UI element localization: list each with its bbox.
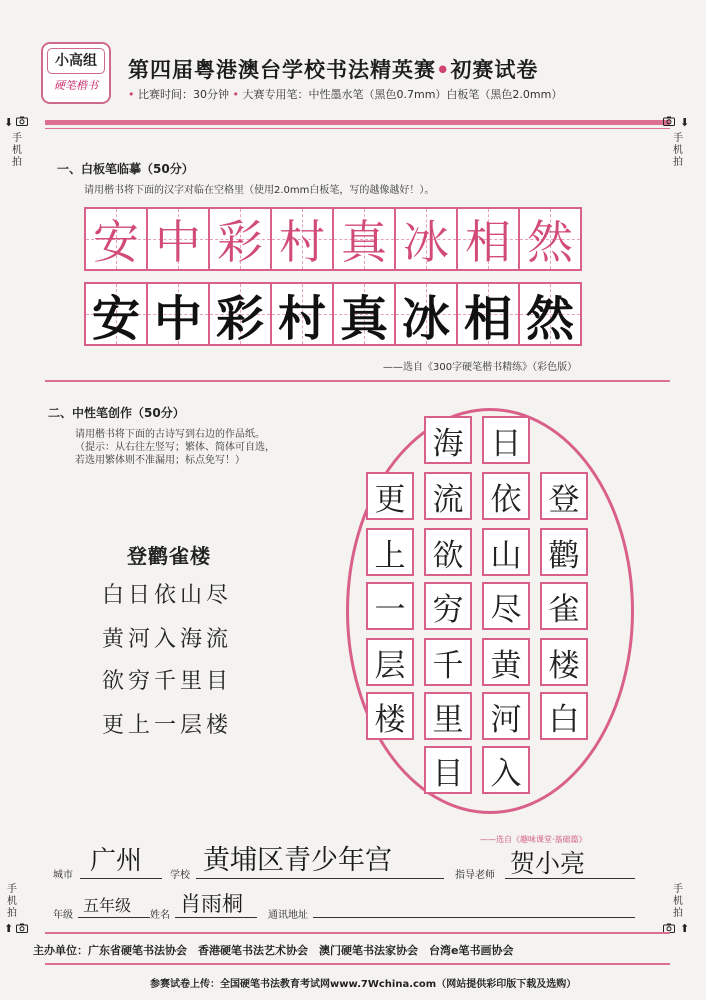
practice-char: 村 — [277, 290, 326, 347]
work-cell[interactable] — [424, 416, 472, 464]
upload-note: 参赛试卷上传：全国硬笔书法教育考试网www.7Wchina.com（网站提供彩印版下载及选购） — [150, 979, 577, 990]
bullet-1: • — [128, 88, 135, 101]
work-char: 登 — [548, 481, 580, 518]
work-char: 千 — [432, 647, 464, 684]
poem-title: 登鹳雀楼 — [127, 544, 211, 568]
work-cell[interactable] — [424, 692, 472, 740]
practice-char: 真 — [339, 290, 388, 347]
practice-char: 安 — [91, 290, 140, 347]
name-label: 姓名 — [150, 910, 170, 921]
section1-source: ——选自《300字硬笔楷书精练》（彩色版） — [383, 362, 578, 373]
work-cell[interactable] — [540, 582, 588, 630]
work-cell[interactable] — [366, 472, 414, 520]
model-char: 然 — [527, 215, 573, 269]
city-label: 城市 — [53, 870, 73, 881]
arrow-down-icon: ⬇ — [4, 116, 14, 129]
city-value: 广州 — [90, 846, 143, 876]
footer-divider — [45, 932, 670, 934]
footer-divider-2 — [45, 963, 670, 965]
work-cell[interactable] — [366, 528, 414, 576]
work-char: 鹳 — [548, 537, 580, 574]
practice-cell[interactable] — [332, 282, 396, 346]
work-char: 楼 — [548, 647, 580, 684]
model-cell — [332, 207, 396, 271]
practice-cell[interactable] — [270, 282, 334, 346]
camera-icon — [16, 116, 28, 129]
poem-line: 白日依山尽 — [102, 583, 233, 608]
group-badge-title: 小高组 — [47, 48, 105, 74]
work-char: 穷 — [432, 591, 464, 628]
section2-instruction-2: （提示：从右往左竖写；繁体、简体可自选， — [75, 442, 275, 453]
arrow-down-icon: ⬇ — [680, 116, 690, 129]
exam-title-main: 第四届粤港澳台学校书法精英赛 — [128, 58, 436, 82]
work-cell[interactable] — [540, 638, 588, 686]
phone-photo-label-left-top: 手机拍 — [12, 133, 22, 168]
section2-source: ——选自《趣味课堂·基础篇》 — [480, 835, 587, 844]
work-cell[interactable] — [424, 472, 472, 520]
work-cell[interactable] — [540, 528, 588, 576]
work-char: 尽 — [490, 591, 522, 628]
work-cell[interactable] — [482, 692, 530, 740]
work-char: 更 — [374, 481, 406, 518]
school-underline[interactable] — [196, 878, 444, 879]
work-char: 依 — [490, 481, 522, 518]
work-cell[interactable] — [424, 528, 472, 576]
section2-instruction-3: 若选用繁体则不准漏用；标点免写！） — [75, 455, 245, 466]
section1-instruction: 请用楷书将下面的汉字对临在空格里（使用2.0mm白板笔，写的越像越好！）。 — [84, 185, 435, 196]
practice-cell[interactable] — [208, 282, 272, 346]
work-char: 黄 — [490, 647, 522, 684]
grade-label: 年级 — [53, 910, 73, 921]
practice-char: 相 — [463, 290, 512, 347]
work-cell[interactable] — [482, 638, 530, 686]
poem-line: 欲穷千里目 — [102, 669, 233, 694]
work-cell[interactable] — [366, 582, 414, 630]
work-cell[interactable] — [540, 472, 588, 520]
exam-info — [128, 86, 562, 102]
model-char: 村 — [279, 215, 325, 269]
work-cell[interactable] — [366, 638, 414, 686]
practice-cell[interactable] — [394, 282, 458, 346]
phone-photo-label-right-top: 手机拍 — [673, 133, 683, 168]
address-underline[interactable] — [313, 917, 635, 918]
model-cell — [146, 207, 210, 271]
teacher-label: 指导老师 — [455, 870, 495, 881]
camera-icon — [16, 923, 28, 936]
work-char: 欲 — [432, 537, 464, 574]
model-char: 冰 — [403, 215, 449, 269]
work-char: 层 — [374, 647, 406, 684]
model-cell — [84, 207, 148, 271]
work-char: 里 — [432, 701, 464, 738]
name-value: 肖雨桐 — [180, 892, 243, 916]
title-dot: • — [436, 58, 451, 82]
work-char: 雀 — [548, 591, 580, 628]
arrow-up-icon: ⬆ — [4, 922, 14, 935]
name-underline[interactable] — [175, 917, 257, 918]
camera-icon — [663, 923, 675, 936]
section2-title: 二、中性笔创作（50分） — [48, 406, 185, 420]
model-char: 中 — [155, 215, 201, 269]
phone-photo-label-left-bottom: 手机拍 — [7, 884, 17, 919]
work-cell[interactable] — [482, 582, 530, 630]
work-char: 海 — [432, 425, 464, 462]
practice-char: 冰 — [401, 290, 450, 347]
work-cell[interactable] — [482, 472, 530, 520]
model-cell — [518, 207, 582, 271]
practice-cell[interactable] — [146, 282, 210, 346]
work-cell[interactable] — [482, 416, 530, 464]
city-underline[interactable] — [80, 878, 162, 879]
work-cell[interactable] — [424, 582, 472, 630]
model-cell — [456, 207, 520, 271]
practice-cell[interactable] — [456, 282, 520, 346]
pens-label: 大赛专用笔：中性墨水笔（黑色0.7mm）白板笔（黑色2.0mm） — [242, 88, 563, 101]
header-divider-thin — [45, 128, 670, 129]
work-char: 流 — [432, 481, 464, 518]
model-char: 安 — [93, 215, 139, 269]
group-badge — [41, 42, 111, 104]
bullet-2: • — [232, 88, 239, 101]
school-value: 黄埔区青少年宫 — [203, 845, 392, 876]
arrow-up-icon: ⬆ — [680, 922, 690, 935]
work-char: 上 — [374, 537, 406, 574]
model-char: 相 — [465, 215, 511, 269]
practice-cell[interactable] — [518, 282, 582, 346]
school-label: 学校 — [170, 870, 190, 881]
model-char: 真 — [341, 215, 387, 269]
teacher-underline[interactable] — [505, 878, 635, 879]
model-char-grid — [84, 207, 582, 271]
practice-char: 然 — [525, 290, 574, 347]
section1-title: 一、白板笔临摹（50分） — [57, 162, 194, 176]
work-char: 目 — [432, 755, 464, 792]
model-cell — [208, 207, 272, 271]
work-cell[interactable] — [540, 692, 588, 740]
time-label: 比赛时间：30分钟 — [138, 88, 229, 101]
model-cell — [270, 207, 334, 271]
grade-value: 五年级 — [83, 896, 132, 915]
practice-char: 中 — [153, 290, 202, 347]
work-char: 日 — [490, 425, 522, 462]
work-char: 山 — [490, 537, 522, 574]
work-cell[interactable] — [482, 528, 530, 576]
section2-instruction-1: 请用楷书将下面的古诗写到右边的作品纸。 — [75, 429, 265, 440]
grade-underline[interactable] — [78, 917, 150, 918]
model-cell — [394, 207, 458, 271]
exam-title — [128, 54, 538, 84]
model-char: 彩 — [217, 215, 263, 269]
practice-char-grid — [84, 282, 582, 346]
practice-char: 彩 — [215, 290, 264, 347]
work-char: 入 — [490, 755, 522, 792]
exam-title-tail: 初赛试卷 — [450, 58, 539, 82]
section-divider — [45, 380, 670, 382]
practice-cell[interactable] — [84, 282, 148, 346]
work-char: 河 — [490, 701, 522, 738]
teacher-value: 贺小亮 — [510, 849, 586, 878]
work-cell[interactable] — [424, 746, 472, 794]
camera-icon — [663, 116, 675, 129]
work-cell[interactable] — [424, 638, 472, 686]
work-cell[interactable] — [366, 692, 414, 740]
group-badge-subtitle: 硬笔楷书 — [54, 79, 98, 92]
work-char: 楼 — [374, 701, 406, 738]
work-cell[interactable] — [482, 746, 530, 794]
work-char: 一 — [374, 591, 406, 628]
header-divider-thick — [45, 120, 670, 125]
work-char: 白 — [548, 701, 580, 738]
poem-line: 黄河入海流 — [102, 627, 233, 652]
address-label: 通讯地址 — [268, 910, 308, 921]
phone-photo-label-right-bottom: 手机拍 — [673, 884, 683, 919]
poem-line: 更上一层楼 — [102, 713, 233, 738]
organizers: 主办单位：广东省硬笔书法协会 香港硬笔书法艺术协会 澳门硬笔书法家协会 台湾e笔书画协会 — [33, 944, 514, 957]
